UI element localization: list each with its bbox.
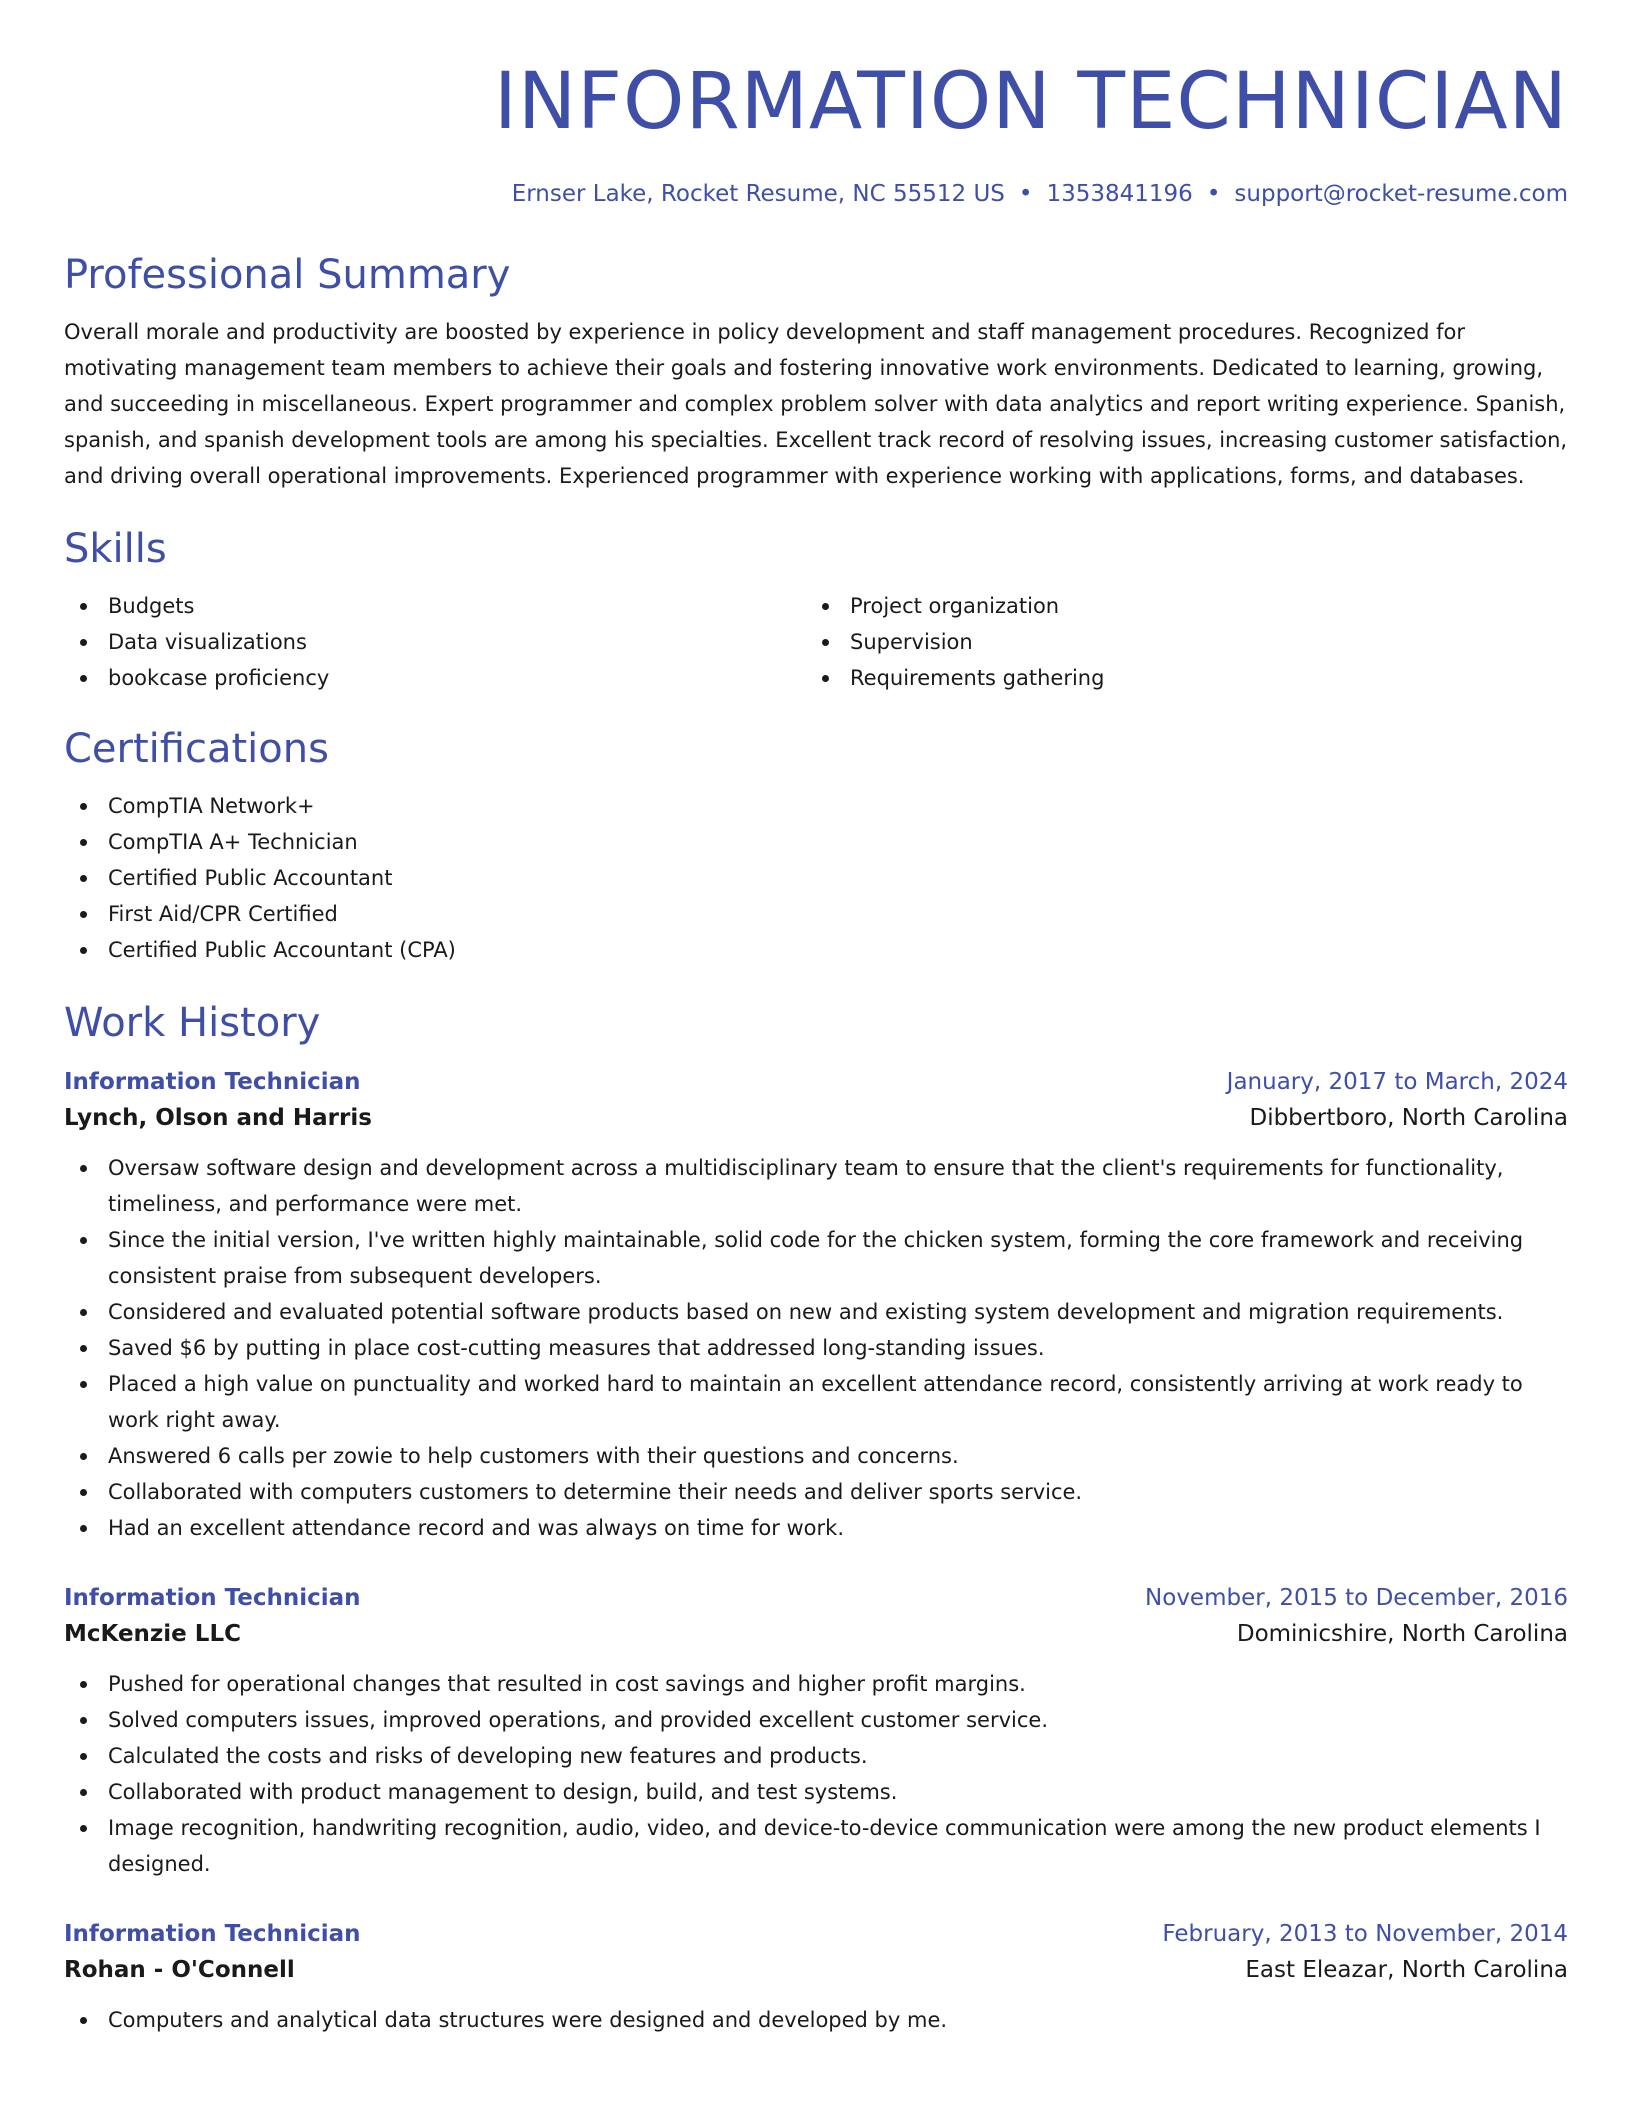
job-company: McKenzie LLC (64, 1621, 241, 1647)
certification-item: First Aid/CPR Certified (64, 896, 1568, 932)
job-bullets (64, 1150, 1568, 1546)
skill-item: Budgets (64, 588, 806, 624)
job-bullets (64, 1666, 1568, 1882)
contact-separator: • (1018, 181, 1033, 207)
skill-item: Requirements gathering (806, 660, 1548, 696)
job-bullet: Answered 6 calls per zowie to help customers with their questions and concerns. (64, 1438, 1568, 1474)
job-title: Information Technician (64, 1921, 361, 1947)
job-bullet: Had an excellent attendance record and was always on time for work. (64, 1510, 1568, 1546)
skill-item: Data visualizations (64, 624, 806, 660)
job-bullet: Collaborated with computers customers to determine their needs and deliver sports service. (64, 1474, 1568, 1510)
certification-item: CompTIA Network+ (64, 788, 1568, 824)
job-dates: February, 2013 to November, 2014 (1162, 1921, 1568, 1947)
contact-separator: • (1206, 181, 1221, 207)
job-bullet: Since the initial version, I've written highly maintainable, solid code for the chicken system, forming the core framework and receiving consistent praise from subsequent developers. (64, 1222, 1568, 1294)
job-bullet: Saved $6 by putting in place cost-cutting measures that addressed long-standing issues. (64, 1330, 1568, 1366)
job-entry (64, 1064, 1568, 1546)
job-dates: November, 2015 to December, 2016 (1145, 1585, 1568, 1611)
job-bullet: Placed a high value on punctuality and worked hard to maintain an excellent attendance record, consistently arriving at work ready to work right away. (64, 1366, 1568, 1438)
job-bullet: Pushed for operational changes that resulted in cost savings and higher profit margins. (64, 1666, 1568, 1702)
job-bullets (64, 2002, 1568, 2038)
summary-text: Overall morale and productivity are boosted by experience in policy development and staff management procedures. Recognized for motivating management team members to achieve their goals and fostering innovative work environments. Dedicated to learning, growing, and succeeding in miscellaneous. Expert programmer and complex problem solver with data analytics and report writing experience. Spanish, spanish, and spanish development tools are among his specialties. Excellent track record of resolving issues, increasing customer satisfaction, and driving overall operational improvements. Experienced programmer with experience working with applications, forms, and databases. (64, 320, 1568, 488)
skills-list-right (806, 588, 1548, 696)
skill-item: bookcase proficiency (64, 660, 806, 696)
job-subheader (64, 1100, 1568, 1136)
job-header (64, 1064, 1568, 1100)
job-bullet: Calculated the costs and risks of developing new features and products. (64, 1738, 1568, 1774)
section-title-certifications: Certifications (64, 726, 329, 772)
job-title: Information Technician (64, 1069, 361, 1095)
section-title-skills: Skills (64, 526, 167, 572)
contact-phone: 1353841196 (1046, 181, 1193, 207)
skills-column-left (64, 588, 806, 696)
certification-item: Certified Public Accountant (CPA) (64, 932, 1568, 968)
job-bullet: Collaborated with product management to design, build, and test systems. (64, 1774, 1568, 1810)
contact-address: Ernser Lake, Rocket Resume, NC 55512 US (511, 181, 1005, 207)
candidate-name: INFORMATION TECHNICIAN (493, 57, 1568, 147)
job-bullet: Image recognition, handwriting recognition, audio, video, and device-to-device communication were among the new product elements I designed. (64, 1810, 1568, 1882)
contact-line (64, 178, 1568, 210)
job-company: Rohan - O'Connell (64, 1957, 295, 1983)
job-subheader (64, 1952, 1568, 1988)
job-bullet: Computers and analytical data structures were designed and developed by me. (64, 2002, 1568, 2038)
certification-item: Certified Public Accountant (64, 860, 1568, 896)
certification-item: CompTIA A+ Technician (64, 824, 1568, 860)
skill-item: Project organization (806, 588, 1548, 624)
job-entry (64, 1580, 1568, 1882)
section-title-work-history: Work History (64, 1000, 321, 1046)
job-bullet: Oversaw software design and development across a multidisciplinary team to ensure that the client's requirements for functionality, timeliness, and performance were met. (64, 1150, 1568, 1222)
skills-grid (64, 588, 1568, 696)
job-location: East Eleazar, North Carolina (1245, 1957, 1568, 1983)
skill-item: Supervision (806, 624, 1548, 660)
job-header (64, 1580, 1568, 1616)
job-entry (64, 1916, 1568, 2038)
job-location: Dibbertboro, North Carolina (1249, 1105, 1568, 1131)
job-bullet: Considered and evaluated potential software products based on new and existing system development and migration requirements. (64, 1294, 1568, 1330)
job-location: Dominicshire, North Carolina (1236, 1621, 1568, 1647)
job-bullet: Solved computers issues, improved operations, and provided excellent customer service. (64, 1702, 1568, 1738)
skills-column-right (806, 588, 1548, 696)
certifications-list (64, 788, 1568, 968)
job-title: Information Technician (64, 1585, 361, 1611)
job-subheader (64, 1616, 1568, 1652)
contact-email[interactable]: support@rocket-resume.com (1234, 181, 1568, 207)
job-company: Lynch, Olson and Harris (64, 1105, 372, 1131)
job-header (64, 1916, 1568, 1952)
job-dates: January, 2017 to March, 2024 (1226, 1069, 1568, 1095)
skills-list-left (64, 588, 806, 696)
section-title-summary: Professional Summary (64, 252, 511, 298)
resume-page (64, 0, 1568, 2038)
